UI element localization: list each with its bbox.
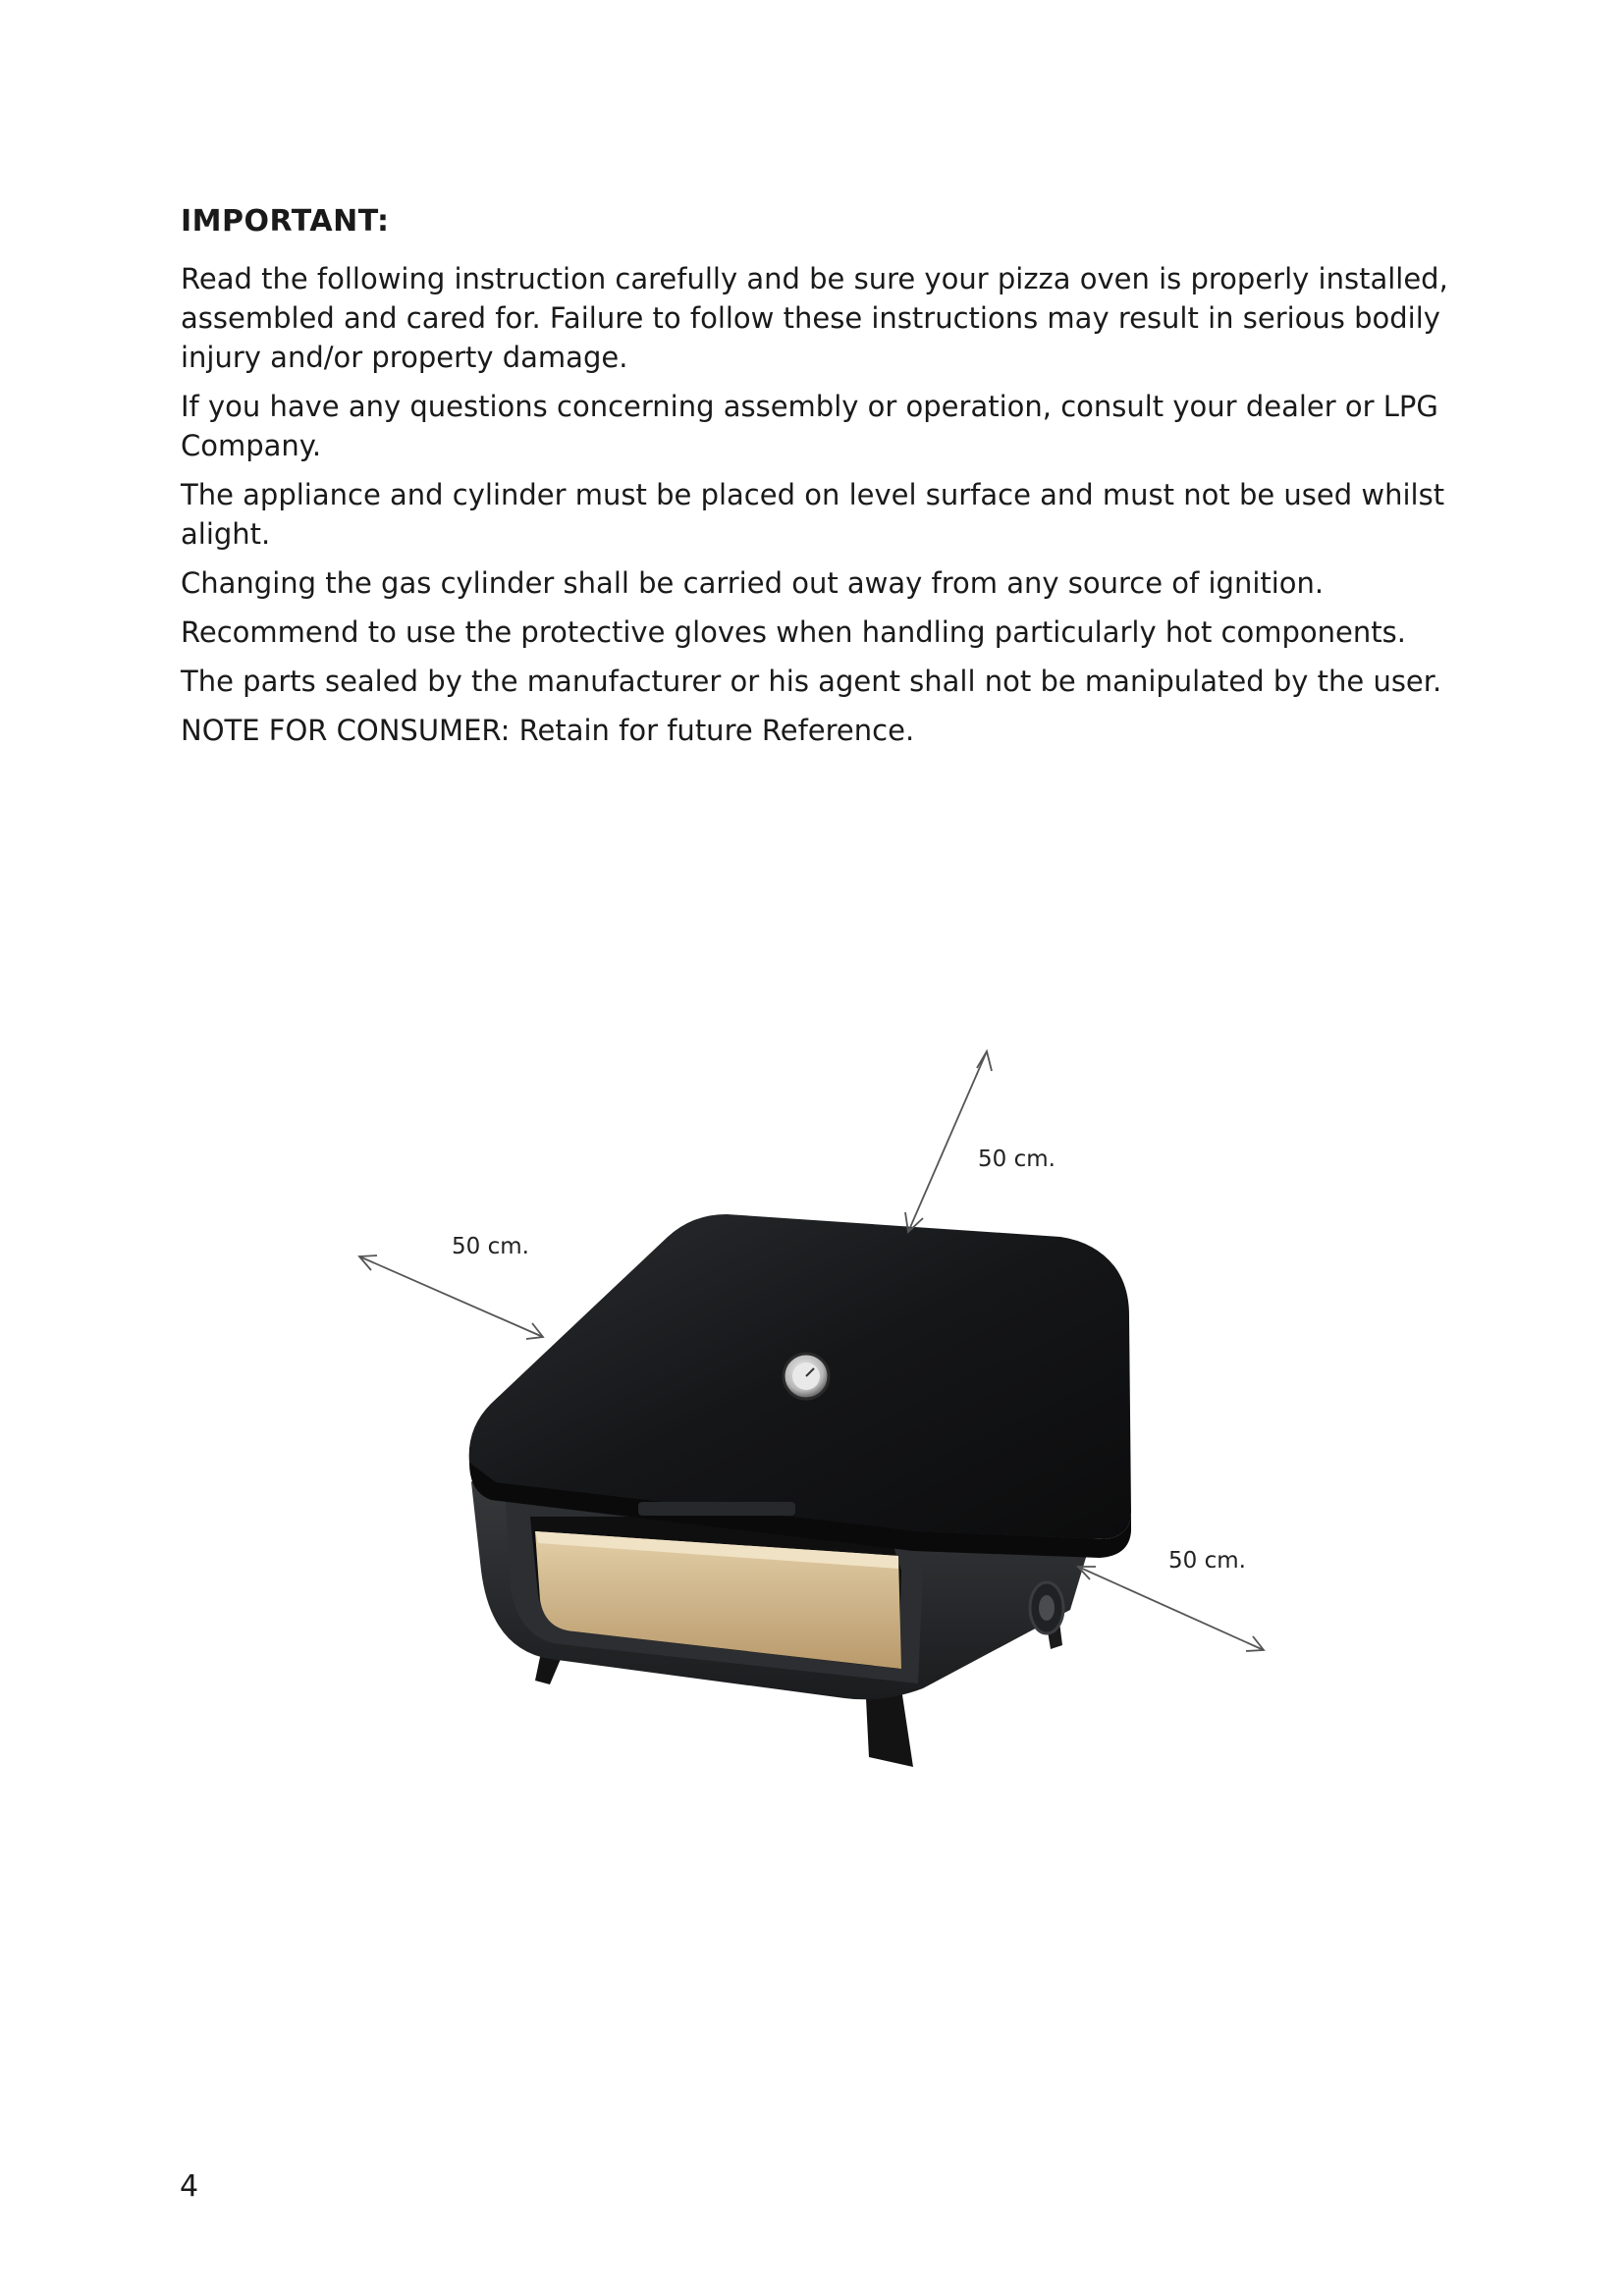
important-heading: IMPORTANT: xyxy=(181,204,390,239)
paragraph-cylinder-change: Changing the gas cylinder shall be carried out away from any source of ignition. xyxy=(181,566,1325,600)
oven-lid xyxy=(469,1214,1131,1558)
paragraph-consumer-note: NOTE FOR CONSUMER: Retain for future Reference. xyxy=(181,714,915,747)
paragraph-gloves: Recommend to use the protective gloves when handling particularly hot components. xyxy=(181,615,1406,649)
paragraph-sealed-parts: The parts sealed by the manufacturer or his agent shall not be manipulated by the user. xyxy=(181,665,1442,698)
page-number: 4 xyxy=(180,2169,199,2204)
clearance-label-right: 50 cm. xyxy=(1168,1548,1246,1574)
clearance-label-left: 50 cm. xyxy=(452,1234,529,1259)
clearance-label-top: 50 cm. xyxy=(978,1147,1056,1172)
clearance-arrow-top xyxy=(905,1051,992,1232)
paragraph-level-surface: The appliance and cylinder must be placed on level surface and must not be used whilst alight. xyxy=(181,478,1445,551)
paragraph-instructions: Read the following instruction carefully and be sure your pizza oven is properly installed, assembled and cared for. Failure to follow these instructions may result in serious bodily injury and/or property damage. xyxy=(181,262,1448,374)
clearance-arrow-left xyxy=(359,1255,543,1339)
paragraph-questions: If you have any questions concerning assembly or operation, consult your dealer or LPG Company. xyxy=(181,390,1438,462)
clearance-arrow-right xyxy=(1078,1567,1264,1651)
